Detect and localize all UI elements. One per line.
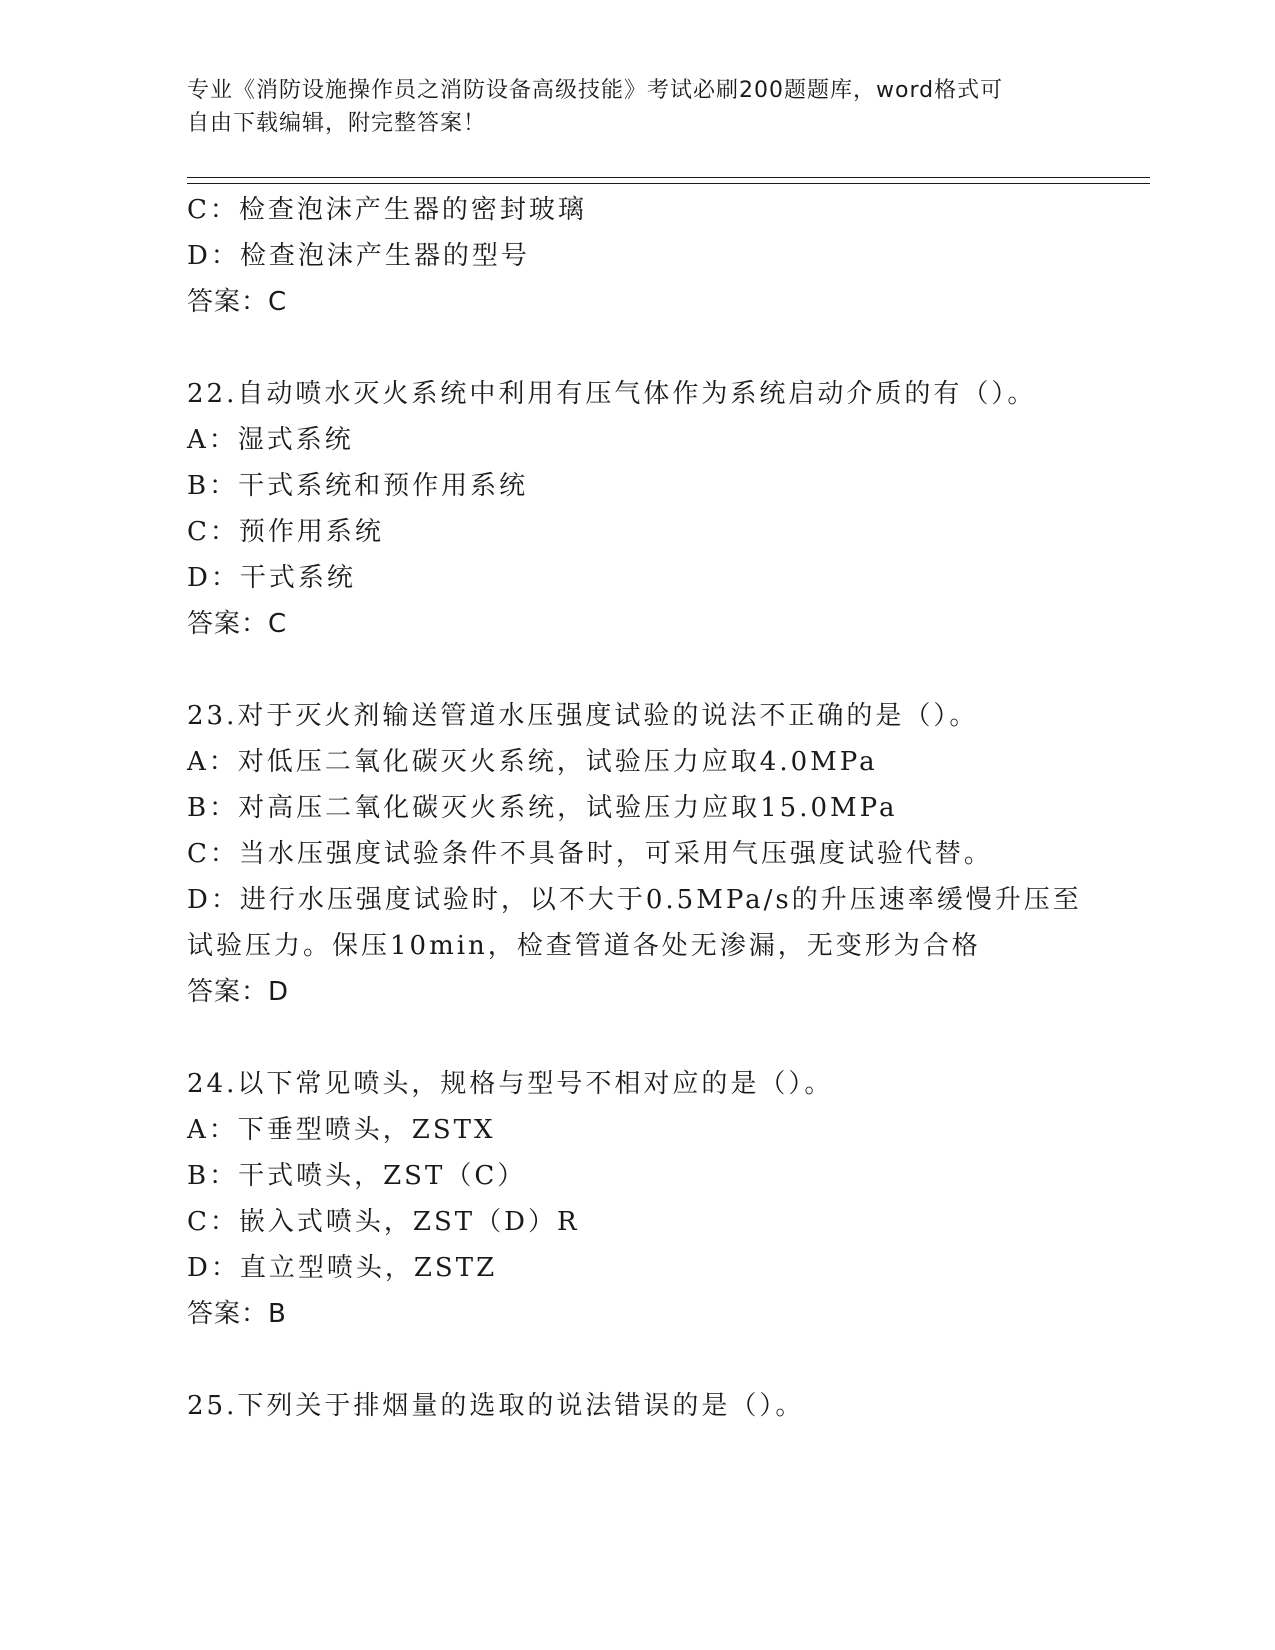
q22-option-c: C：预作用系统: [187, 517, 384, 547]
q24-question: 24.以下常见喷头，规格与型号不相对应的是（）。: [187, 1069, 834, 1099]
q21-option-d: D：检查泡沫产生器的型号: [187, 241, 530, 271]
q22-answer: 答案：C: [187, 609, 288, 639]
q24-option-d: D：直立型喷头，ZSTZ: [187, 1253, 498, 1283]
q25-question: 25.下列关于排烟量的选取的说法错误的是（）。: [187, 1391, 805, 1421]
q23-question: 23.对于灭火剂输送管道水压强度试验的说法不正确的是（）。: [187, 701, 979, 731]
question-24: [187, 1061, 1087, 1337]
q24-option-a: A：下垂型喷头，ZSTX: [187, 1115, 496, 1145]
q23-option-d-line-2: 试验压力。保压10min，检查管道各处无渗漏，无变形为合格: [187, 931, 981, 961]
question-content: [187, 187, 1087, 1429]
q22-option-b: B：干式系统和预作用系统: [187, 471, 529, 501]
header-line-1: 专业《消防设施操作员之消防设备高级技能》考试必刷200题题库，word格式可: [187, 78, 1004, 103]
spacer: [187, 1337, 1087, 1383]
q23-option-b: B：对高压二氧化碳灭火系统，试验压力应取15.0MPa: [187, 793, 898, 823]
q21-answer: 答案：C: [187, 287, 288, 317]
q24-option-b: B：干式喷头，ZST（C）: [187, 1161, 527, 1191]
q22-option-d: D：干式系统: [187, 563, 356, 593]
q23-option-d-line-1: D：进行水压强度试验时，以不大于0.5MPa/s的升压速率缓慢升压至: [187, 885, 1082, 915]
header-divider-bottom: [187, 183, 1150, 184]
q23-answer: 答案：D: [187, 977, 290, 1007]
question-21-tail: [187, 187, 1087, 325]
spacer: [187, 647, 1087, 693]
question-23: [187, 693, 1087, 1015]
q22-question: 22.自动喷水灭火系统中利用有压气体作为系统启动介质的有（）。: [187, 379, 1037, 409]
q24-answer: 答案：B: [187, 1299, 287, 1329]
question-25: [187, 1383, 1087, 1429]
q21-option-c: C：检查泡沫产生器的密封玻璃: [187, 195, 587, 225]
question-22: [187, 371, 1087, 647]
q24-option-c: C：嵌入式喷头，ZST（D）R: [187, 1207, 580, 1237]
document-header: [187, 74, 1087, 140]
q22-option-a: A：湿式系统: [187, 425, 354, 455]
header-line-2: 自由下载编辑，附完整答案！: [187, 111, 487, 136]
q23-option-a: A：对低压二氧化碳灭火系统，试验压力应取4.0MPa: [187, 747, 878, 777]
spacer: [187, 325, 1087, 371]
q23-option-c: C：当水压强度试验条件不具备时，可采用气压强度试验代替。: [187, 839, 993, 869]
header-divider-top: [187, 177, 1150, 178]
spacer: [187, 1015, 1087, 1061]
